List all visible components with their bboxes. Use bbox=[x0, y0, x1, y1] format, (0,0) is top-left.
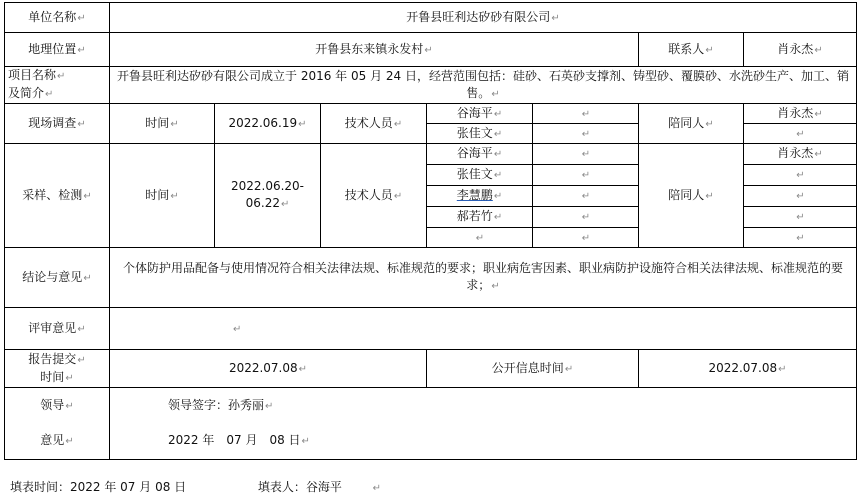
sampling-staff-blank: ↵ bbox=[533, 186, 639, 207]
row-report bbox=[5, 350, 857, 388]
row-unit-name bbox=[5, 3, 857, 33]
fill-time: 填表时间：2022 年 07 月 08 日 bbox=[10, 480, 187, 494]
public-label: 公开信息时间↵ bbox=[427, 350, 639, 388]
form-footer: 填表时间：2022 年 07 月 08 日 填表人：谷海平 ↵ bbox=[10, 480, 382, 494]
sampling-accompany-label: 陪同人↵ bbox=[639, 144, 744, 248]
survey-staff-blank: ↵ bbox=[533, 104, 639, 124]
project-intro: 开鲁县旺利达矽砂有限公司成立于 2016 年 05 月 24 日，经营范围包括：硅砂、石英砂支撑剂、铸型砂、覆膜砂、水洗砂生产、加工、销售。↵ bbox=[110, 67, 857, 104]
sampling-staff: 李慧鹏↵ bbox=[427, 186, 533, 207]
survey-accompany: ↵ bbox=[744, 124, 857, 144]
survey-tech-label: 技术人员↵ bbox=[321, 104, 427, 144]
survey-time-label: 时间↵ bbox=[110, 104, 215, 144]
review-label: 评审意见↵ bbox=[5, 308, 110, 350]
survey-time-value: 2022.06.19↵ bbox=[215, 104, 321, 144]
survey-accompany: 肖永杰↵ bbox=[744, 104, 857, 124]
row-project bbox=[5, 67, 857, 104]
survey-staff: 张佳文↵ bbox=[427, 124, 533, 144]
survey-staff-blank: ↵ bbox=[533, 124, 639, 144]
sampling-accompany: ↵ bbox=[744, 228, 857, 248]
sampling-staff-blank: ↵ bbox=[533, 228, 639, 248]
leader-date: 2022 年 07 月 08 日 bbox=[168, 433, 301, 447]
survey-label: 现场调查↵ bbox=[5, 104, 110, 144]
leader-label: 领导↵ 意见↵ bbox=[5, 388, 110, 460]
sampling-staff-blank: ↵ bbox=[533, 207, 639, 228]
survey-accompany-label: 陪同人↵ bbox=[639, 104, 744, 144]
row-conclusion bbox=[5, 248, 857, 308]
survey-record-table bbox=[4, 2, 857, 460]
sampling-accompany: ↵ bbox=[744, 165, 857, 186]
conclusion-text: 个体防护用品配备与使用情况符合相关法律法规、标准规范的要求；职业病危害因素、职业病防护设施符合相关法律法规、标准规范的要求；↵ bbox=[110, 248, 857, 308]
survey-staff: 谷海平↵ bbox=[427, 104, 533, 124]
sampling-accompany: ↵ bbox=[744, 186, 857, 207]
project-label: 项目名称↵ 及简介↵ bbox=[5, 67, 110, 104]
sampling-accompany: 肖永杰↵ bbox=[744, 144, 857, 165]
row-survey-1 bbox=[5, 104, 857, 124]
contact-value: 肖永杰↵ bbox=[744, 33, 857, 67]
row-review bbox=[5, 308, 857, 350]
leader-signature: 领导签字：孙秀丽 bbox=[168, 398, 265, 412]
sampling-time-value: 2022.06.20-06.22↵ bbox=[215, 144, 321, 248]
sampling-staff: 郝若竹↵ bbox=[427, 207, 533, 228]
row-leader bbox=[5, 388, 857, 460]
public-date: 2022.07.08↵ bbox=[639, 350, 857, 388]
row-location bbox=[5, 33, 857, 67]
sampling-accompany: ↵ bbox=[744, 207, 857, 228]
sampling-staff: 谷海平↵ bbox=[427, 144, 533, 165]
report-date: 2022.07.08↵ bbox=[110, 350, 427, 388]
sampling-staff: ↵ bbox=[427, 228, 533, 248]
review-text: ↵ bbox=[110, 308, 857, 350]
contact-label: 联系人↵ bbox=[639, 33, 744, 67]
report-label: 报告提交↵ 时间↵ bbox=[5, 350, 110, 388]
leader-opinion: 领导签字：孙秀丽↵ 2022 年 07 月 08 日↵ bbox=[110, 388, 857, 460]
location-value: 开鲁县东来镇永发村↵ bbox=[110, 33, 639, 67]
sampling-staff-blank: ↵ bbox=[533, 144, 639, 165]
location-label: 地理位置↵ bbox=[5, 33, 110, 67]
row-sampling-1 bbox=[5, 144, 857, 165]
filler: 填表人：谷海平 bbox=[257, 480, 342, 494]
sampling-time-label: 时间↵ bbox=[110, 144, 215, 248]
sampling-staff: 张佳文↵ bbox=[427, 165, 533, 186]
unit-name-label: 单位名称↵ bbox=[5, 3, 110, 33]
sampling-staff-blank: ↵ bbox=[533, 165, 639, 186]
sampling-label: 采样、检测↵ bbox=[5, 144, 110, 248]
conclusion-label: 结论与意见↵ bbox=[5, 248, 110, 308]
unit-name-value: 开鲁县旺利达矽砂有限公司↵ bbox=[110, 3, 857, 33]
sampling-tech-label: 技术人员↵ bbox=[321, 144, 427, 248]
